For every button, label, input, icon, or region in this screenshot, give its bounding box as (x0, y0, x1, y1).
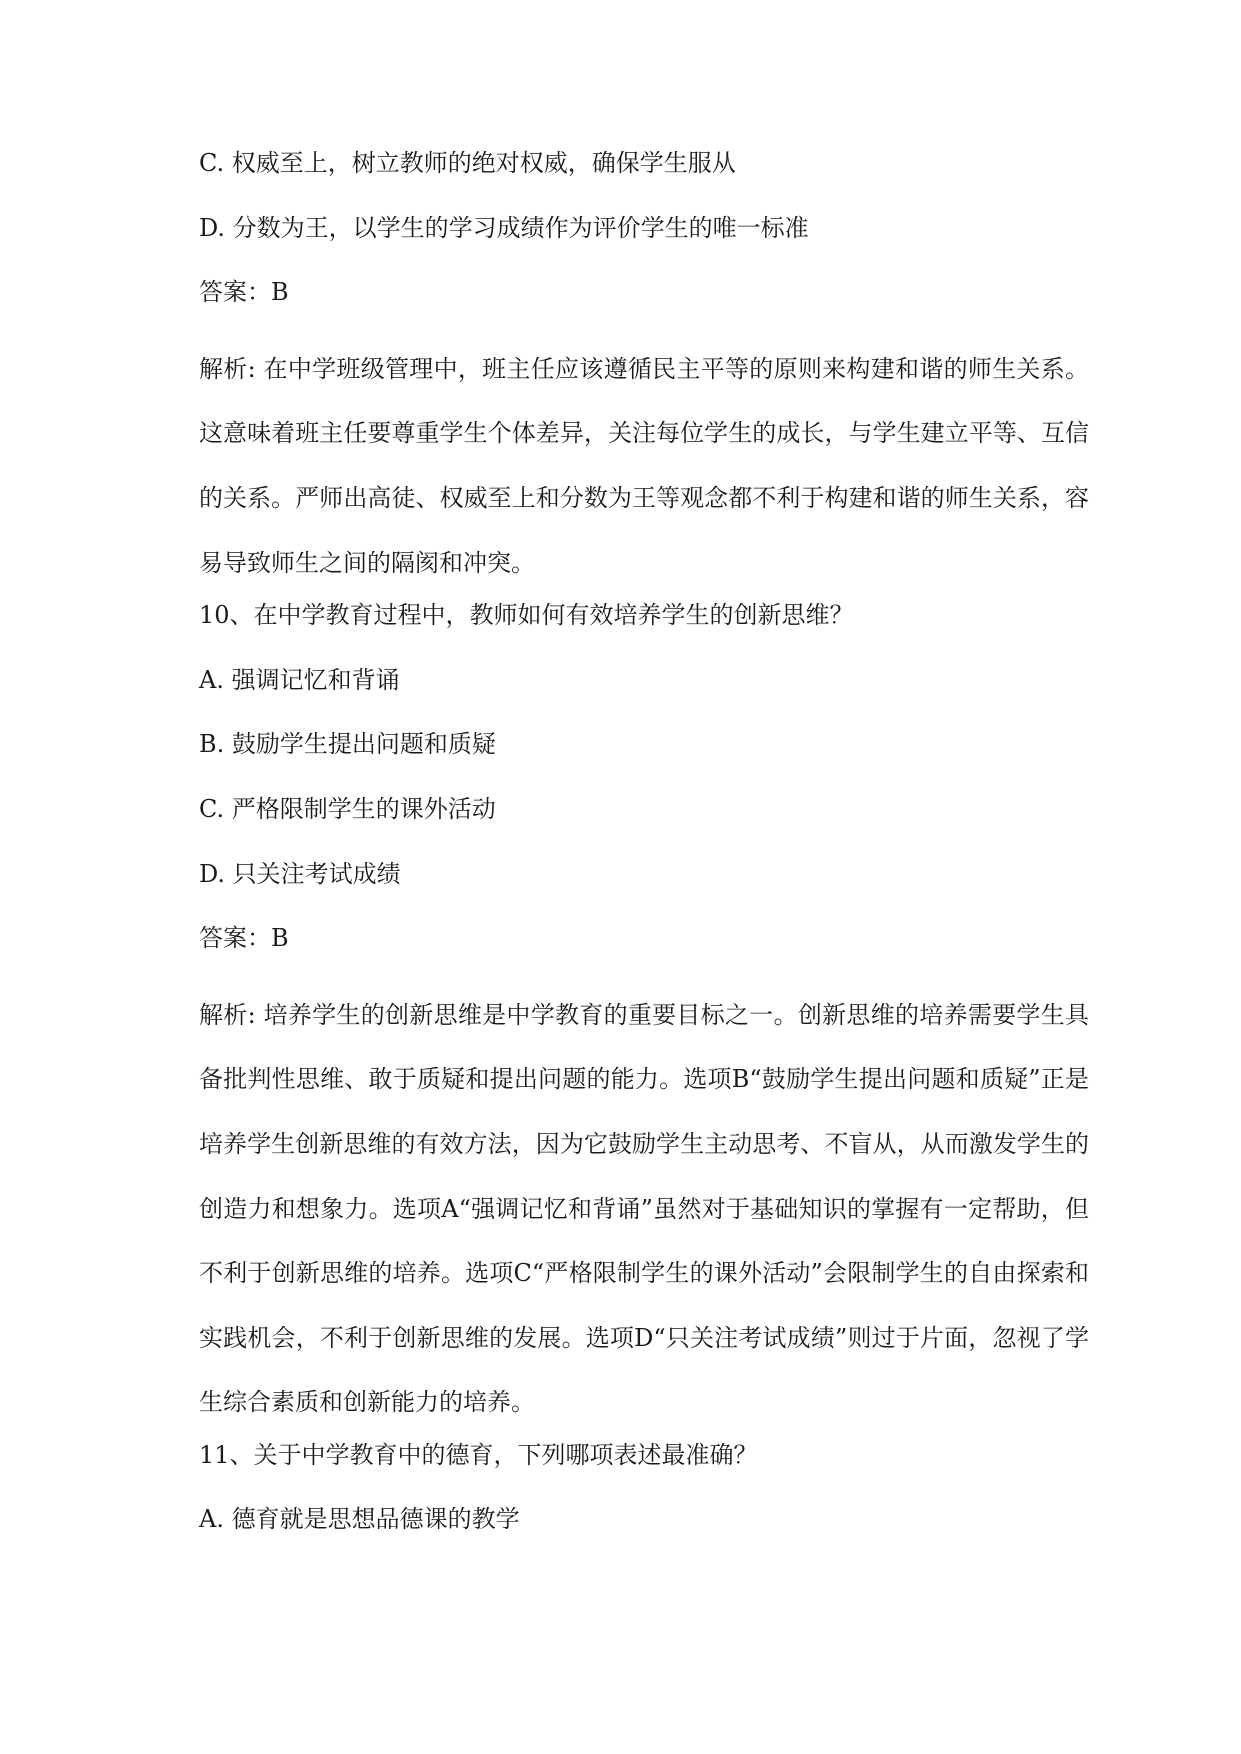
explanation-prev: 解析: 在中学班级管理中，班主任应该遵循民主平等的原则来构建和谐的师生关系。这意味着班主任要尊重学生个体差异，关注每位学生的成长，与学生建立平等、互信的关系。严师出高徒、权威至上和分数为王等观念都不利于构建和谐的师生关系，容易导致师生之间的隔阂和冲突。 (199, 354, 1089, 577)
question-10-explanation: 解析: 培养学生的创新思维是中学教育的重要目标之一。创新思维的培养需要学生具备批判性思维、敢于质疑和提出问题的能力。选项B“鼓励学生提出问题和质疑”正是培养学生创新思维的有效方法，因为它鼓励学生主动思考、不盲从，从而激发学生的创造力和想象力。选项A“强调记忆和背诵”虽然对于基础知识的掌握有一定帮助，但不利于创新思维的培养。选项C“严格限制学生的课外活动”会限制学生的自由探索和实践机会，不利于创新思维的发展。选项D“只关注考试成绩”则过于片面，忽视了学生综合素质和创新能力的培养。 (199, 1000, 1089, 1417)
option-c-prev: C. 权威至上，树立教师的绝对权威，确保学生服从 (199, 149, 736, 177)
page-content (199, 143, 1089, 1564)
question-10: 10、在中学教育过程中，教师如何有效培养学生的创新思维？ (199, 601, 854, 630)
answer-prev: 答案：B (199, 278, 289, 307)
option-d-prev: D. 分数为王，以学生的学习成绩作为评价学生的唯一标准 (199, 213, 809, 242)
question-11-option-a: A. 德育就是思想品德课的教学 (199, 1505, 520, 1534)
question-10-option-a: A. 强调记忆和背诵 (199, 665, 400, 694)
question-11: 11、关于中学教育中的德育，下列哪项表述最准确？ (199, 1440, 758, 1469)
question-10-option-b: B. 鼓励学生提出问题和质疑 (199, 730, 496, 759)
question-10-option-c: C. 严格限制学生的课外活动 (199, 794, 496, 823)
question-10-answer: 答案：B (199, 924, 289, 953)
question-10-option-d: D. 只关注考试成绩 (199, 859, 401, 888)
